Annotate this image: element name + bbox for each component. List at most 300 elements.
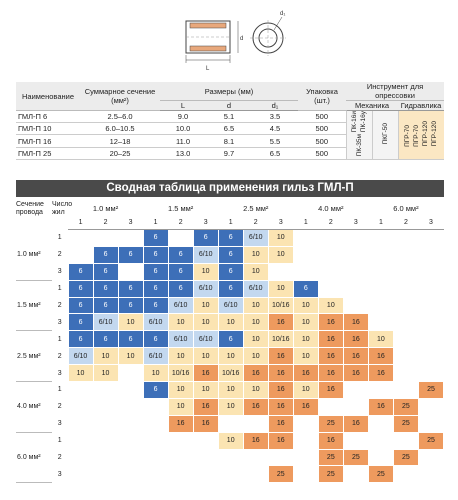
- grid-cell: 6: [68, 297, 93, 314]
- mech-tool-2: ПК-16у: [360, 111, 368, 133]
- grid-cell: 16: [268, 314, 293, 331]
- col-header-section: Суммарное сечение (мм²): [80, 82, 160, 111]
- grid-cell: [418, 449, 443, 466]
- table-row: [16, 246, 444, 263]
- grid-cell: [343, 432, 368, 449]
- grid-cell: [68, 466, 93, 483]
- grid-cell: 6: [68, 331, 93, 348]
- grid-cell: [318, 263, 343, 280]
- hydr-tool-3: ПГР-120: [422, 121, 430, 147]
- grid-cell: [368, 415, 393, 432]
- grid-cell: [243, 449, 268, 466]
- grid-cell: 6: [293, 280, 318, 297]
- grid-cell: [368, 263, 393, 280]
- grid-cell: 16: [343, 415, 368, 432]
- grid-cell: 25: [393, 449, 418, 466]
- column-subheader: 3: [418, 215, 443, 230]
- hydr-tool-2: ПГР-70: [413, 124, 421, 147]
- mech-tools-a: [346, 111, 372, 160]
- grid-cell: 25: [318, 466, 343, 483]
- table-row: [16, 297, 444, 314]
- row-section: 2.5–6.0: [80, 111, 160, 123]
- grid-cell: 10: [268, 230, 293, 247]
- grid-cell: [118, 382, 143, 399]
- corner-section-label: Сечение провода: [16, 201, 44, 216]
- row-d1: 3.5: [252, 111, 298, 123]
- grid-cell: 16: [343, 331, 368, 348]
- grid-cell: 6/10: [93, 314, 118, 331]
- grid-cell: 10: [93, 348, 118, 365]
- grid-cell: [93, 432, 118, 449]
- grid-cell: [118, 466, 143, 483]
- grid-cell: [418, 398, 443, 415]
- grid-cell: 16: [318, 314, 343, 331]
- grid-cell: 6/10: [143, 348, 168, 365]
- grid-cell: 10: [118, 348, 143, 365]
- grid-cell: 10: [293, 331, 318, 348]
- col-header-tool: Инструмент для опрессовки: [346, 82, 444, 101]
- grid-cell: 16: [268, 432, 293, 449]
- row-name: ГМЛ-П 6: [16, 111, 80, 123]
- wire-count: 3: [52, 314, 68, 331]
- grid-cell: [268, 449, 293, 466]
- grid-cell: [418, 365, 443, 382]
- subheader-mechanics: Механика: [346, 101, 398, 111]
- grid-cell: 10: [193, 297, 218, 314]
- grid-cell: 10: [193, 348, 218, 365]
- grid-cell: 6/10: [168, 297, 193, 314]
- grid-cell: 16: [193, 398, 218, 415]
- grid-cell: [143, 398, 168, 415]
- grid-cell: 16: [318, 331, 343, 348]
- grid-cell: [393, 297, 418, 314]
- row-d1: 4.5: [252, 123, 298, 135]
- grid-cell: 16: [318, 432, 343, 449]
- grid-cell: 10/16: [218, 365, 243, 382]
- sleeve-end-view: [250, 11, 286, 56]
- column-subheader-row: [16, 215, 444, 230]
- grid-cell: 10: [168, 382, 193, 399]
- grid-cell: 16: [243, 432, 268, 449]
- table-row: [16, 230, 444, 247]
- table-row: [16, 382, 444, 399]
- grid-cell: 16: [318, 348, 343, 365]
- subheader-hydraulics: Гидравлика: [398, 101, 444, 111]
- grid-cell: 16: [168, 415, 193, 432]
- grid-cell: 16: [293, 398, 318, 415]
- wire-count: 3: [52, 415, 68, 432]
- row-pack: 500: [298, 147, 346, 159]
- grid-cell: 16: [193, 415, 218, 432]
- grid-cell: 6: [168, 263, 193, 280]
- grid-cell: [143, 432, 168, 449]
- grid-cell: [418, 314, 443, 331]
- grid-cell: 10/16: [268, 297, 293, 314]
- mech-tool-1: ПК-16и: [350, 111, 358, 133]
- grid-cell: 6: [218, 263, 243, 280]
- grid-cell: [118, 365, 143, 382]
- row-L: 11.0: [160, 135, 206, 147]
- grid-cell: [293, 432, 318, 449]
- row-pack: 500: [298, 135, 346, 147]
- grid-cell: 10: [268, 246, 293, 263]
- grid-cell: [293, 449, 318, 466]
- grid-cell: 6: [68, 314, 93, 331]
- grid-cell: 6: [143, 246, 168, 263]
- grid-cell: [418, 280, 443, 297]
- row-d: 5.1: [206, 111, 252, 123]
- table-row: [16, 449, 444, 466]
- grid-cell: 16: [268, 398, 293, 415]
- mech-tool-4: ПКГ-50: [381, 123, 389, 145]
- grid-cell: 10: [218, 348, 243, 365]
- grid-cell: 6: [143, 382, 168, 399]
- grid-cell: [343, 246, 368, 263]
- column-subheader: 2: [243, 215, 268, 230]
- grid-cell: [418, 331, 443, 348]
- row-L: 10.0: [160, 123, 206, 135]
- grid-cell: 16: [243, 398, 268, 415]
- grid-cell: [93, 449, 118, 466]
- grid-cell: 6: [93, 280, 118, 297]
- grid-cell: 10: [218, 314, 243, 331]
- column-group-header: 4.0 мм²: [318, 203, 344, 213]
- grid-cell: [418, 297, 443, 314]
- row-L: 13.0: [160, 147, 206, 159]
- column-subheader: 1: [143, 215, 168, 230]
- grid-cell: 6: [93, 297, 118, 314]
- grid-cell: 25: [418, 432, 443, 449]
- column-group-header: 1.5 мм²: [167, 203, 194, 213]
- grid-cell: [393, 280, 418, 297]
- column-subheader: 2: [93, 215, 118, 230]
- grid-cell: 25: [418, 382, 443, 399]
- col-header-dimensions: Размеры (мм): [160, 82, 298, 101]
- column-subheader: 1: [368, 215, 393, 230]
- grid-cell: 10: [193, 314, 218, 331]
- column-subheader: 1: [218, 215, 243, 230]
- grid-cell: [118, 449, 143, 466]
- table-row: [16, 415, 444, 432]
- row-d: 8.1: [206, 135, 252, 147]
- wire-count: 2: [52, 348, 68, 365]
- grid-cell: 6: [118, 246, 143, 263]
- wire-count: 3: [52, 466, 68, 483]
- grid-cell: [368, 382, 393, 399]
- grid-cell: [293, 466, 318, 483]
- grid-cell: [93, 230, 118, 247]
- subheader-L: L: [160, 101, 206, 111]
- grid-cell: [68, 449, 93, 466]
- grid-cell: 10: [168, 314, 193, 331]
- col-header-name: Наименование: [16, 82, 80, 111]
- table-row: [16, 466, 444, 483]
- grid-cell: 6: [218, 331, 243, 348]
- grid-cell: [293, 415, 318, 432]
- grid-cell: [268, 263, 293, 280]
- grid-cell: [343, 382, 368, 399]
- grid-cell: 6: [193, 230, 218, 247]
- grid-cell: [318, 398, 343, 415]
- column-subheader: 1: [293, 215, 318, 230]
- grid-cell: 10/16: [168, 365, 193, 382]
- column-subheader: 1: [68, 215, 93, 230]
- grid-cell: [118, 263, 143, 280]
- subheader-d: d: [206, 101, 252, 111]
- grid-cell: [293, 230, 318, 247]
- grid-cell: [393, 246, 418, 263]
- grid-cell: 10: [293, 348, 318, 365]
- grid-cell: [218, 415, 243, 432]
- grid-cell: [118, 230, 143, 247]
- wire-count: 1: [52, 331, 68, 348]
- grid-cell: [243, 415, 268, 432]
- grid-cell: 6/10: [143, 314, 168, 331]
- grid-cell: 6/10: [193, 246, 218, 263]
- grid-cell: 6: [168, 246, 193, 263]
- wire-count: 1: [52, 432, 68, 449]
- grid-cell: [368, 280, 393, 297]
- grid-cell: 16: [368, 398, 393, 415]
- grid-cell: 25: [318, 449, 343, 466]
- column-subheader: 3: [193, 215, 218, 230]
- grid-cell: 6: [143, 331, 168, 348]
- table-row: [16, 314, 444, 331]
- grid-cell: 10: [243, 331, 268, 348]
- grid-cell: [368, 449, 393, 466]
- grid-cell: [368, 432, 393, 449]
- table-row: [16, 432, 444, 449]
- grid-cell: 16: [243, 365, 268, 382]
- grid-cell: 6: [143, 263, 168, 280]
- grid-cell: [418, 348, 443, 365]
- grid-cell: 10: [293, 314, 318, 331]
- grid-cell: 6/10: [243, 280, 268, 297]
- grid-cell: 16: [368, 365, 393, 382]
- wire-count: 1: [52, 280, 68, 297]
- grid-cell: 16: [318, 365, 343, 382]
- grid-cell: [68, 382, 93, 399]
- grid-cell: [418, 263, 443, 280]
- column-subheader: 3: [268, 215, 293, 230]
- grid-cell: [118, 432, 143, 449]
- grid-cell: [293, 263, 318, 280]
- column-group-header: 1.0 мм²: [92, 203, 119, 213]
- grid-cell: 6: [143, 280, 168, 297]
- grid-cell: [293, 246, 318, 263]
- grid-cell: 16: [268, 348, 293, 365]
- grid-cell: 6: [93, 331, 118, 348]
- corner-wires-label: Число жил: [52, 201, 73, 216]
- grid-cell: 6/10: [168, 331, 193, 348]
- grid-cell: 10: [268, 280, 293, 297]
- grid-cell: [168, 449, 193, 466]
- grid-cell: 10: [168, 398, 193, 415]
- grid-cell: [193, 432, 218, 449]
- grid-cell: 16: [343, 348, 368, 365]
- grid-cell: [368, 314, 393, 331]
- grid-cell: 25: [343, 449, 368, 466]
- table-row: [16, 111, 444, 123]
- grid-cell: [418, 246, 443, 263]
- summary-banner: Сводная таблица применения гильз ГМЛ-П: [16, 180, 444, 197]
- grid-cell: 10: [243, 348, 268, 365]
- grid-cell: 6: [93, 263, 118, 280]
- grid-cell: 6: [218, 280, 243, 297]
- grid-cell: 16: [268, 365, 293, 382]
- row-d1: 6.5: [252, 147, 298, 159]
- grid-cell: [118, 398, 143, 415]
- grid-cell: [343, 280, 368, 297]
- grid-cell: 6: [143, 297, 168, 314]
- grid-cell: [393, 314, 418, 331]
- grid-cell: 10: [118, 314, 143, 331]
- mech-tools-b: [372, 111, 398, 160]
- col-header-pack: Упаковка (шт.): [298, 82, 346, 111]
- grid-cell: [143, 449, 168, 466]
- grid-cell: [393, 382, 418, 399]
- subheader-d1: d₁: [252, 101, 298, 111]
- row-pack: 500: [298, 123, 346, 135]
- grid-cell: [218, 449, 243, 466]
- grid-cell: [343, 297, 368, 314]
- inner-diameter-label: d₁: [280, 11, 286, 17]
- grid-cell: [393, 230, 418, 247]
- grid-cell: 6: [218, 246, 243, 263]
- column-subheader: 2: [318, 215, 343, 230]
- grid-cell: 6/10: [218, 297, 243, 314]
- grid-cell: 10: [243, 246, 268, 263]
- grid-cell: [393, 331, 418, 348]
- grid-cell: [318, 230, 343, 247]
- grid-cell: 16: [368, 348, 393, 365]
- table-row: [16, 398, 444, 415]
- grid-cell: 10/16: [268, 331, 293, 348]
- grid-cell: 6: [143, 230, 168, 247]
- grid-cell: [318, 246, 343, 263]
- grid-cell: 6/10: [193, 331, 218, 348]
- grid-cell: [93, 398, 118, 415]
- row-pack: 500: [298, 111, 346, 123]
- grid-cell: 10: [243, 297, 268, 314]
- wire-count: 3: [52, 263, 68, 280]
- row-group-label: 4.0 мм²: [16, 382, 52, 433]
- grid-cell: 10: [293, 297, 318, 314]
- grid-cell: [393, 263, 418, 280]
- row-section: 6.0–10.5: [80, 123, 160, 135]
- grid-cell: [168, 466, 193, 483]
- table-row: [16, 331, 444, 348]
- grid-cell: 10: [368, 331, 393, 348]
- grid-cell: 25: [268, 466, 293, 483]
- grid-cell: [393, 348, 418, 365]
- grid-cell: 10: [193, 382, 218, 399]
- grid-cell: [343, 398, 368, 415]
- grid-cell: [418, 230, 443, 247]
- wire-count: 2: [52, 246, 68, 263]
- grid-cell: 6/10: [68, 348, 93, 365]
- column-group-header: 6.0 мм²: [393, 203, 419, 213]
- grid-cell: 6: [118, 297, 143, 314]
- grid-cell: 10: [243, 263, 268, 280]
- grid-cell: 10: [218, 432, 243, 449]
- grid-cell: 10: [93, 365, 118, 382]
- mech-tool-3: ПК-35м: [355, 134, 363, 157]
- length-label: L: [206, 66, 210, 72]
- grid-cell: 6: [68, 263, 93, 280]
- grid-cell: 6: [218, 230, 243, 247]
- grid-cell: 16: [268, 415, 293, 432]
- grid-cell: [368, 246, 393, 263]
- grid-cell: 16: [268, 382, 293, 399]
- wire-count: 2: [52, 297, 68, 314]
- grid-cell: 16: [343, 314, 368, 331]
- grid-cell: [218, 466, 243, 483]
- grid-cell: [368, 297, 393, 314]
- row-section: 12–18: [80, 135, 160, 147]
- grid-cell: [393, 365, 418, 382]
- grid-cell: [343, 263, 368, 280]
- wire-count: 2: [52, 449, 68, 466]
- grid-cell: [68, 398, 93, 415]
- specification-table: [16, 82, 444, 160]
- grid-cell: 6/10: [193, 280, 218, 297]
- grid-cell: [418, 466, 443, 483]
- hydr-tools: [398, 111, 444, 160]
- table-row: [16, 365, 444, 382]
- grid-cell: [168, 230, 193, 247]
- row-group-label: 1.5 мм²: [16, 280, 52, 331]
- diameter-label: d: [240, 36, 244, 42]
- table-row: [16, 263, 444, 280]
- grid-cell: [93, 382, 118, 399]
- grid-cell: [393, 466, 418, 483]
- grid-cell: [193, 449, 218, 466]
- sleeve-drawing: [0, 0, 458, 80]
- grid-cell: [93, 466, 118, 483]
- hydr-tool-4: ПГР-120: [431, 121, 439, 147]
- grid-cell: 10: [243, 382, 268, 399]
- row-section: 20–25: [80, 147, 160, 159]
- grid-cell: [343, 230, 368, 247]
- table-row: [16, 280, 444, 297]
- row-group-label: 6.0 мм²: [16, 432, 52, 483]
- grid-cell: 10: [218, 398, 243, 415]
- grid-cell: 10: [293, 382, 318, 399]
- hydr-tool-1: ПГР-70: [404, 124, 412, 147]
- grid-cell: 25: [368, 466, 393, 483]
- grid-cell: 10: [193, 263, 218, 280]
- grid-cell: 6/10: [243, 230, 268, 247]
- row-d: 9.7: [206, 147, 252, 159]
- wire-count: 3: [52, 365, 68, 382]
- grid-cell: [368, 230, 393, 247]
- summary-table: [16, 201, 444, 483]
- grid-cell: 10: [143, 365, 168, 382]
- grid-cell: [243, 466, 268, 483]
- grid-cell: 6: [68, 280, 93, 297]
- grid-cell: 10: [318, 297, 343, 314]
- grid-cell: 25: [393, 415, 418, 432]
- grid-cell: [143, 466, 168, 483]
- grid-cell: 10: [243, 314, 268, 331]
- grid-cell: [68, 432, 93, 449]
- grid-cell: [118, 415, 143, 432]
- grid-cell: 10: [68, 365, 93, 382]
- grid-cell: 16: [293, 365, 318, 382]
- grid-cell: [93, 415, 118, 432]
- grid-cell: 25: [393, 398, 418, 415]
